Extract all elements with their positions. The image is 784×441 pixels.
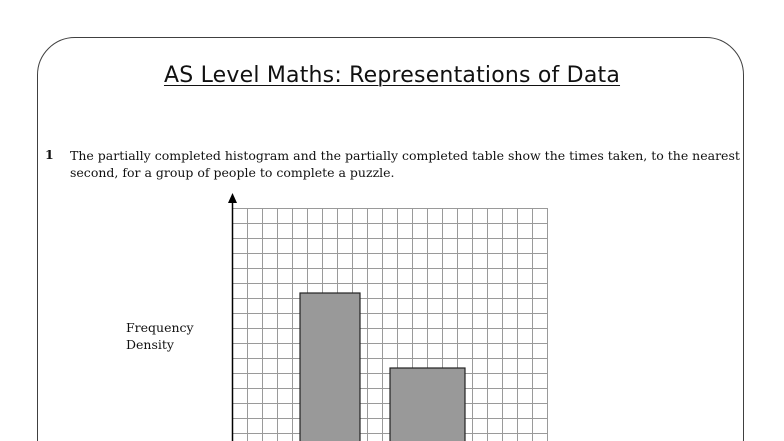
page-title: AS Level Maths: Representations of Data [163,63,621,88]
y-axis-label-text: Frequency Density [126,320,194,352]
question-number: 1 [45,147,54,162]
histogram-bar-2 [390,368,465,441]
histogram-bar-1 [300,293,360,441]
question-text: The partially completed histogram and the partially completed table show the times taken, to the nearest second, for a group of people to complete a puzzle. [70,148,740,180]
y-axis-arrow-icon [228,193,237,203]
